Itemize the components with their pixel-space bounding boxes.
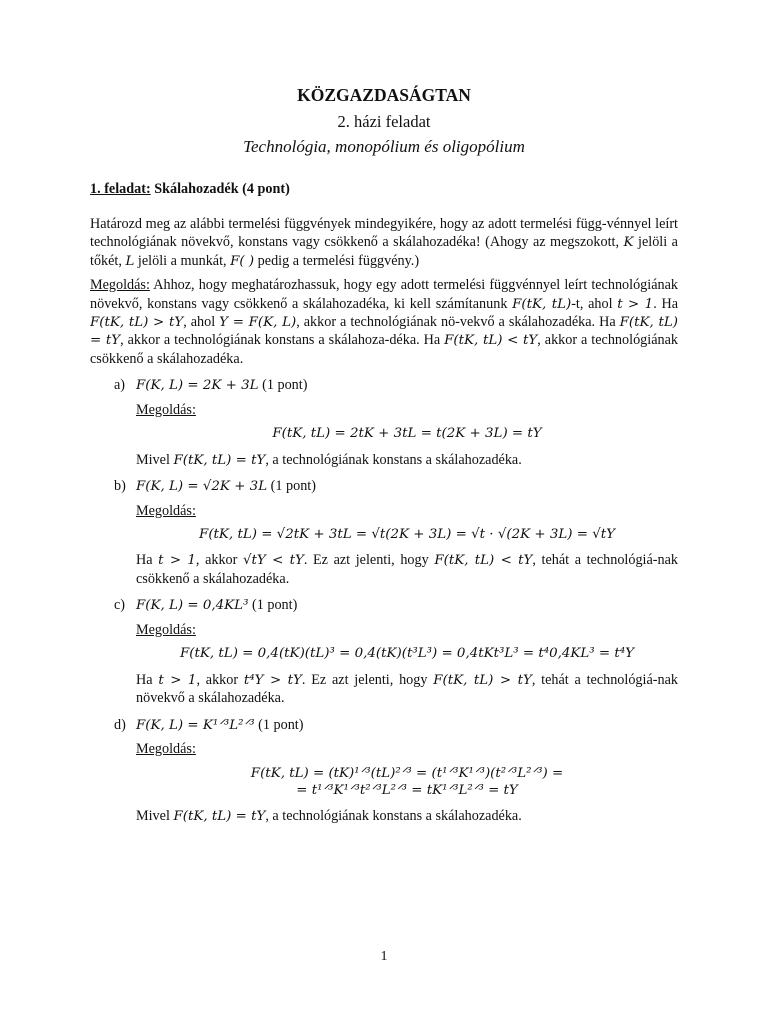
subtask-a <box>90 376 678 469</box>
math-k: K <box>623 235 634 251</box>
task-number: 1. feladat: <box>90 181 151 198</box>
math-expression: t > 1 <box>158 553 196 569</box>
solution-label: Megoldás: <box>90 277 150 294</box>
solution-label: Megoldás: <box>136 741 196 758</box>
production-function: F(K, L) = √2K + 3L <box>136 479 268 495</box>
math-expression: √tY < tY <box>243 553 304 569</box>
solution-label: Megoldás: <box>136 621 196 638</box>
solution-text: , akkor a technológiának csökkenő a skálahozadéka. <box>90 332 678 367</box>
prompt-text: Határozd meg az alábbi termelési függvények mindegyikére, hogy az adott termelési függ-vénnyel leírt technológiának növekvő, konstans vagy csökkenő a skálahozadéka! (Ahogy az megszokott, <box>90 215 678 251</box>
conclusion-text: , a technológiának konstans a skálahozadéka. <box>265 451 522 468</box>
conclusion-text: , a technológiának konstans a skálahozadéka. <box>265 808 522 825</box>
solution-text: -t, ahol <box>571 295 618 312</box>
conclusion-text: , akkor <box>196 671 244 688</box>
document-subtitle: 2. házi feladat <box>337 111 431 131</box>
math-expression: t > 1 <box>158 672 197 688</box>
math-expression: F(tK, tL) <box>512 296 572 312</box>
math-expression: t > 1 <box>617 296 654 312</box>
conclusion-text: Mivel <box>136 451 174 468</box>
subtask-function <box>136 477 678 495</box>
points: (1 pont) <box>248 597 298 614</box>
production-function: F(K, L) = K¹ᐟ³L²ᐟ³ <box>136 717 255 733</box>
task-solution <box>90 276 678 368</box>
production-function: F(K, L) = 2K + 3L <box>136 378 259 394</box>
subtask-c <box>90 596 678 707</box>
solution-text: . Ha <box>653 295 678 312</box>
equation-line: F(tK, tL) = √2tK + 3tL = √t(2K + 3L) = √t · √(2K + 3L) = √tY <box>199 527 615 543</box>
equation <box>136 526 678 543</box>
equation <box>136 765 678 800</box>
math-expression: F(tK, tL) = tY <box>173 809 266 825</box>
math-expression: Y = F(K, L) <box>219 315 297 330</box>
conclusion <box>136 551 678 588</box>
solution-text: , ahol <box>183 314 220 330</box>
prompt-text: jelöli a tőkét, <box>90 234 678 269</box>
solution-label: Megoldás: <box>136 502 196 519</box>
equation <box>136 425 678 442</box>
task-heading <box>90 180 678 198</box>
equation-line: F(tK, tL) = 2tK + 3tL = t(2K + 3L) = tY <box>272 426 542 442</box>
solution-text: , akkor a technológiának konstans a skálahoza-déka. Ha <box>120 332 445 349</box>
conclusion <box>136 451 678 469</box>
solution-text: , akkor a technológiának nö-vekvő a skálahozadéka. Ha <box>296 314 620 330</box>
conclusion-text: Mivel <box>136 808 174 825</box>
equation-line: F(tK, tL) = (tK)¹ᐟ³(tL)²ᐟ³ = (t¹ᐟ³K¹ᐟ³)(t²ᐟ³L²ᐟ³) = <box>250 765 564 781</box>
task-name: Skálahozadék (4 pont) <box>154 181 290 198</box>
conclusion-text: Ha <box>136 552 159 569</box>
equation <box>136 645 678 662</box>
conclusion-text: . Ez azt jelenti, hogy <box>303 552 435 569</box>
equation-line: F(tK, tL) = 0,4(tK)(tL)³ = 0,4(tK)(t³L³) = 0,4tKt³L³ = t⁴0,4KL³ = t⁴Y <box>180 646 634 662</box>
document-title: KÖZGAZDASÁGTAN <box>297 85 471 105</box>
conclusion <box>136 807 678 825</box>
task-prompt <box>90 215 678 270</box>
subtask-d <box>90 716 678 826</box>
page-number: 1 <box>380 949 388 964</box>
prompt-text: jelöli a munkát, <box>134 252 231 269</box>
math-expression: F(tK, tL) > tY <box>433 672 532 688</box>
conclusion-text: , akkor <box>195 552 243 569</box>
subtask-function <box>136 376 678 394</box>
conclusion-text: . Ez azt jelenti, hogy <box>301 671 434 688</box>
math-expression: F(tK, tL) < tY <box>434 553 533 569</box>
math-expression: F(tK, tL) < tY <box>444 333 538 349</box>
subtask-label: c) <box>114 597 126 614</box>
subtask-label: b) <box>114 478 126 495</box>
subtask-b <box>90 477 678 588</box>
math-expression: F(tK, tL) = tY <box>173 452 266 468</box>
math-f: F( ) <box>230 253 255 269</box>
points: (1 pont) <box>254 716 304 733</box>
math-expression: F(tK, tL) > tY <box>90 315 184 330</box>
conclusion-text: , tehát a technológiá-nak növekvő a skálahozadéka. <box>136 671 678 707</box>
equation-line: = t¹ᐟ³K¹ᐟ³t²ᐟ³L²ᐟ³ = tK¹ᐟ³L²ᐟ³ = tY <box>296 782 518 798</box>
prompt-text: pedig a termelési függvény.) <box>254 252 420 269</box>
conclusion-text: Ha <box>136 671 159 688</box>
production-function: F(K, L) = 0,4KL³ <box>136 598 249 614</box>
points: (1 pont) <box>258 377 308 394</box>
subtask-label: a) <box>114 377 126 394</box>
document-topic: Technológia, monopólium és oligopólium <box>243 137 525 157</box>
subtask-label: d) <box>114 716 126 733</box>
math-expression: t⁴Y > tY <box>243 672 302 688</box>
solution-text: Ahhoz, hogy meghatározhassuk, hogy egy adott termelési függvénnyel leírt technológiának növekvő, konstans vagy csökkenő a skálahozadéka, ki kell számítanunk <box>90 277 678 312</box>
math-expression: F(tK, tL) = tY <box>90 315 678 349</box>
document-page <box>90 84 678 826</box>
math-l: L <box>125 253 135 269</box>
solution-label: Megoldás: <box>136 401 196 418</box>
conclusion <box>136 671 678 708</box>
conclusion-text: , tehát a technológiá-nak csökkenő a skálahozadéka. <box>136 552 678 587</box>
subtask-function <box>136 716 678 734</box>
subtask-function <box>136 596 678 614</box>
points: (1 pont) <box>267 478 316 495</box>
